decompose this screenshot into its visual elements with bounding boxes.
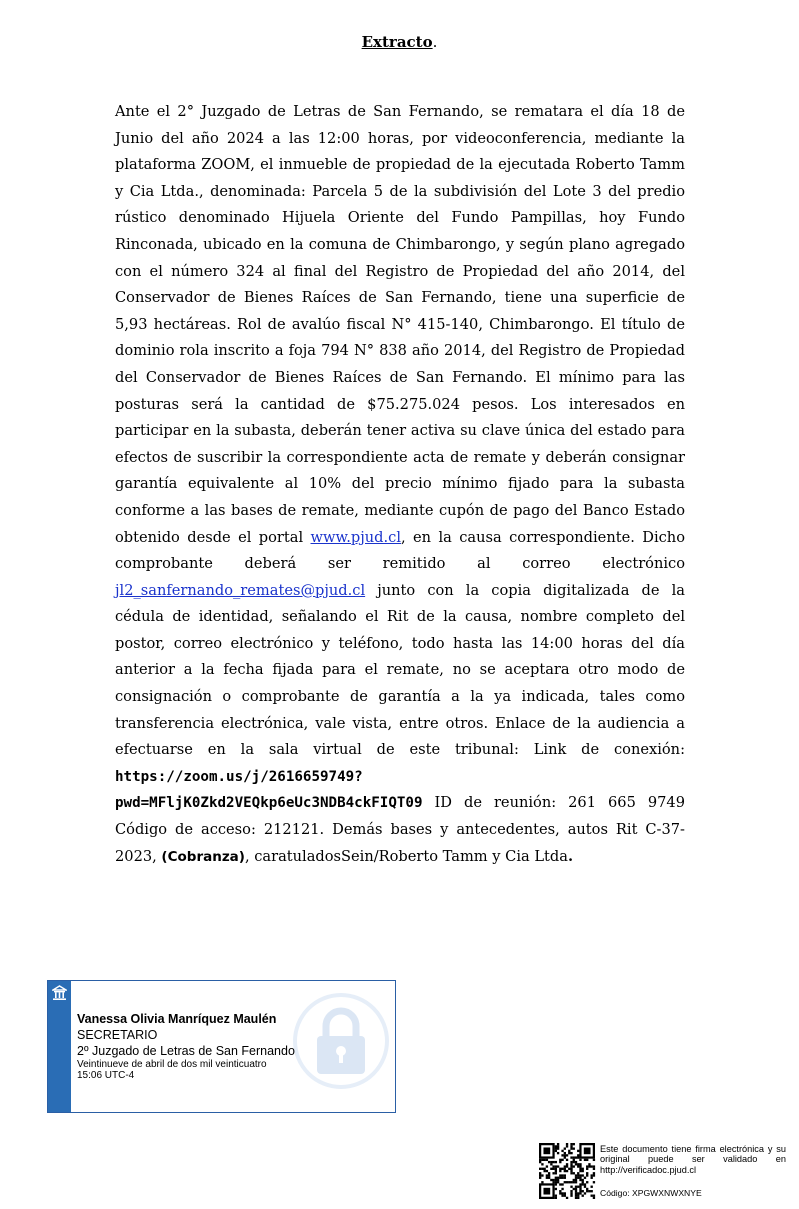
signer-role: SECRETARIO [77, 1028, 158, 1042]
electronic-signature-box [47, 980, 396, 1113]
verification-text: Este documento tiene firma electrónica y su original puede ser validado en http://verificadoc.pjud.cl [600, 1144, 786, 1175]
signature-date: Veintinueve de abril de dos mil veinticuatro [77, 1059, 267, 1070]
body-text-3: junto con la copia digitalizada de la cédula de identidad, señalando el Rit de la causa, nombre completo del postor, correo electrónico y teléfono, todo hasta las 14:00 horas del día anterior a la fecha fijada para el remate, no se aceptara otro modo de consignación o comprobante de garantía a la ya indicada, tales como transferencia electrónica, vale vista, entre otros. Enlace de la audiencia a efectuarse en la sala virtual de este tribunal: Link de conexión: [115, 581, 685, 759]
signature-time: 15:06 UTC-4 [77, 1070, 135, 1081]
final-period: . [567, 847, 574, 865]
extract-paragraph [115, 99, 685, 870]
signer-court: 2º Juzgado de Letras de San Fernando [77, 1044, 295, 1058]
body-text-5: , caratuladosSein/Roberto Tamm y Cia Ltda [244, 847, 568, 865]
verification-note [600, 1144, 786, 1198]
verification-code: Código: XPGWXNWXNYE [600, 1188, 702, 1198]
body-text-1: Ante el 2° Juzgado de Letras de San Fernando, se rematara el día 18 de Junio del año 2024 a las 12:00 horas, por videoconferencia, mediante la plataforma ZOOM, el inmueble de propiedad de la ejecutada Roberto Tamm y Cia Ltda., denominada: Parcela 5 de la subdivisión del Lote 3 del predio rústico denominado Hijuela Oriente del Fundo Pampillas, hoy Fundo Rinconada, ubicado en la comuna de Chimbarongo, y según plano agregado con el número 324 al final del Registro de Propiedad del año 2014, del Conservador de Bienes Raíces de San Fernando, tiene una superficie de 5,93 hectáreas. Rol de avalúo fiscal N° 415-140, Chimbarongo. El título de dominio rola inscrito a foja 794 N° 838 año 2014, del Registro de Propiedad del Conservador de Bienes Raíces de San Fernando. El mínimo para las posturas será la cantidad de $75.275.024 pesos. Los interesados en participar en la subasta, deberán tener activa su clave única del estado para efectos de suscribir la correspondiente acta de remate y deberán consignar garantía equivalente al 10% del precio mínimo fijado para la subasta conforme a las bases de remate, mediante cupón de pago del Banco Estado obtenido desde el portal [115, 103, 685, 546]
title-period: . [432, 33, 438, 51]
extract-body [115, 99, 685, 870]
zoom-link-part-2: pwd=MFljK0Zkd2VEQkp6eUc3NDB4ckFIQT09 [115, 795, 423, 812]
email-link[interactable]: jl2_sanfernando_remates@pjud.cl [115, 581, 366, 599]
body-text-2: , en la causa correspondiente. Dicho comprobante deberá ser remitido al correo electrónico [115, 528, 685, 573]
cobranza-label: (Cobranza) [161, 848, 245, 865]
body-text-4: ID de reunión: 261 665 9749 Código de acceso: 212121. Demás bases y antecedentes, autos Rit C-37-2023, [115, 794, 685, 865]
bank-icon [52, 985, 67, 1005]
signature-details [77, 1012, 295, 1081]
signer-name: Vanessa Olivia Manríquez Maulén [77, 1012, 277, 1026]
pjud-link[interactable]: www.pjud.cl [310, 528, 401, 546]
signature-side-bar [48, 981, 71, 1112]
lock-icon [293, 993, 389, 1093]
zoom-link-part-1: https://zoom.us/j/2616659749? [115, 768, 363, 785]
title-text: Extracto [361, 33, 433, 51]
qr-code [539, 1143, 596, 1199]
document-title [0, 33, 799, 51]
